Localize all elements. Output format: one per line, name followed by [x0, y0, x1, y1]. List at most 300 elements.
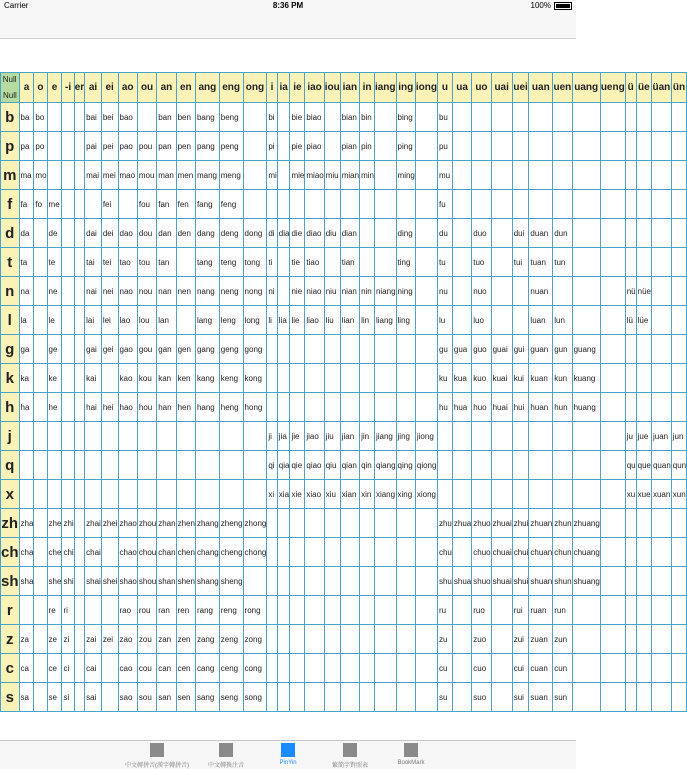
syllable-cell[interactable]: teng: [219, 248, 243, 277]
syllable-cell[interactable]: zong: [243, 625, 267, 654]
syllable-cell[interactable]: shua: [452, 567, 471, 596]
syllable-cell[interactable]: zhui: [512, 509, 529, 538]
syllable-cell[interactable]: di: [267, 219, 277, 248]
syllable-cell[interactable]: ren: [176, 596, 195, 625]
syllable-cell[interactable]: su: [437, 683, 452, 712]
syllable-cell[interactable]: sui: [512, 683, 529, 712]
syllable-cell[interactable]: ke: [47, 364, 62, 393]
syllable-cell[interactable]: chen: [176, 538, 195, 567]
syllable-cell[interactable]: zan: [157, 625, 176, 654]
syllable-cell[interactable]: lüe: [636, 306, 651, 335]
syllable-cell[interactable]: reng: [219, 596, 243, 625]
syllable-cell[interactable]: cou: [137, 654, 156, 683]
syllable-cell[interactable]: tie: [290, 248, 305, 277]
syllable-cell[interactable]: ce: [47, 654, 62, 683]
syllable-cell[interactable]: ci: [62, 654, 74, 683]
syllable-cell[interactable]: dei: [101, 219, 118, 248]
syllable-cell[interactable]: ding: [396, 219, 415, 248]
syllable-cell[interactable]: die: [290, 219, 305, 248]
syllable-cell[interactable]: chuan: [529, 538, 553, 567]
syllable-cell[interactable]: hua: [452, 393, 471, 422]
syllable-cell[interactable]: ben: [176, 103, 195, 132]
syllable-cell[interactable]: jiu: [324, 422, 340, 451]
syllable-cell[interactable]: nai: [85, 277, 102, 306]
syllable-cell[interactable]: ku: [437, 364, 452, 393]
syllable-cell[interactable]: qian: [340, 451, 359, 480]
syllable-cell[interactable]: tei: [101, 248, 118, 277]
syllable-cell[interactable]: ti: [267, 248, 277, 277]
syllable-cell[interactable]: diao: [305, 219, 324, 248]
syllable-cell[interactable]: dao: [118, 219, 137, 248]
syllable-cell[interactable]: nan: [157, 277, 176, 306]
syllable-cell[interactable]: xing: [396, 480, 415, 509]
syllable-cell[interactable]: miao: [305, 161, 324, 190]
syllable-cell[interactable]: za: [19, 625, 34, 654]
syllable-cell[interactable]: xun: [671, 480, 686, 509]
syllable-cell[interactable]: guang: [572, 335, 600, 364]
syllable-cell[interactable]: tuan: [529, 248, 553, 277]
syllable-cell[interactable]: zhua: [452, 509, 471, 538]
syllable-cell[interactable]: xie: [290, 480, 305, 509]
syllable-cell[interactable]: kong: [243, 364, 267, 393]
syllable-cell[interactable]: pei: [101, 132, 118, 161]
syllable-cell[interactable]: chai: [85, 538, 102, 567]
syllable-cell[interactable]: zhei: [101, 509, 118, 538]
syllable-cell[interactable]: seng: [219, 683, 243, 712]
syllable-cell[interactable]: se: [47, 683, 62, 712]
syllable-cell[interactable]: xia: [277, 480, 290, 509]
syllable-cell[interactable]: fei: [101, 190, 118, 219]
syllable-cell[interactable]: ming: [396, 161, 415, 190]
syllable-cell[interactable]: shao: [118, 567, 137, 596]
syllable-cell[interactable]: zen: [176, 625, 195, 654]
syllable-cell[interactable]: nei: [101, 277, 118, 306]
syllable-cell[interactable]: tai: [85, 248, 102, 277]
syllable-cell[interactable]: jiao: [305, 422, 324, 451]
syllable-cell[interactable]: ruan: [529, 596, 553, 625]
syllable-cell[interactable]: ban: [157, 103, 176, 132]
syllable-cell[interactable]: chao: [118, 538, 137, 567]
syllable-cell[interactable]: mie: [290, 161, 305, 190]
syllable-cell[interactable]: zuo: [472, 625, 491, 654]
syllable-cell[interactable]: keng: [219, 364, 243, 393]
syllable-cell[interactable]: ge: [47, 335, 62, 364]
syllable-cell[interactable]: peng: [219, 132, 243, 161]
syllable-cell[interactable]: hen: [176, 393, 195, 422]
syllable-cell[interactable]: hun: [553, 393, 572, 422]
syllable-cell[interactable]: zi: [62, 625, 74, 654]
syllable-cell[interactable]: jia: [277, 422, 290, 451]
syllable-cell[interactable]: gang: [195, 335, 219, 364]
syllable-cell[interactable]: ba: [19, 103, 34, 132]
syllable-cell[interactable]: zou: [137, 625, 156, 654]
syllable-cell[interactable]: bie: [290, 103, 305, 132]
syllable-cell[interactable]: hao: [118, 393, 137, 422]
syllable-cell[interactable]: zun: [553, 625, 572, 654]
syllable-cell[interactable]: rong: [243, 596, 267, 625]
syllable-cell[interactable]: zhe: [47, 509, 62, 538]
syllable-cell[interactable]: fen: [176, 190, 195, 219]
syllable-cell[interactable]: huo: [472, 393, 491, 422]
syllable-cell[interactable]: zhi: [62, 509, 74, 538]
syllable-cell[interactable]: kai: [85, 364, 102, 393]
syllable-cell[interactable]: tong: [243, 248, 267, 277]
syllable-cell[interactable]: xiao: [305, 480, 324, 509]
syllable-cell[interactable]: duan: [529, 219, 553, 248]
syllable-cell[interactable]: men: [176, 161, 195, 190]
syllable-cell[interactable]: ne: [47, 277, 62, 306]
syllable-cell[interactable]: lao: [118, 306, 137, 335]
syllable-cell[interactable]: shei: [101, 567, 118, 596]
syllable-cell[interactable]: kuai: [491, 364, 512, 393]
syllable-cell[interactable]: ri: [62, 596, 74, 625]
syllable-cell[interactable]: lang: [195, 306, 219, 335]
syllable-cell[interactable]: ze: [47, 625, 62, 654]
syllable-cell[interactable]: liang: [374, 306, 396, 335]
syllable-cell[interactable]: dian: [340, 219, 359, 248]
syllable-cell[interactable]: niang: [374, 277, 396, 306]
syllable-cell[interactable]: jian: [340, 422, 359, 451]
syllable-cell[interactable]: lei: [101, 306, 118, 335]
syllable-cell[interactable]: hou: [137, 393, 156, 422]
syllable-cell[interactable]: pi: [267, 132, 277, 161]
syllable-cell[interactable]: lou: [137, 306, 156, 335]
syllable-cell[interactable]: niao: [305, 277, 324, 306]
syllable-cell[interactable]: qiong: [415, 451, 437, 480]
syllable-cell[interactable]: mao: [118, 161, 137, 190]
syllable-cell[interactable]: beng: [219, 103, 243, 132]
syllable-cell[interactable]: sha: [19, 567, 34, 596]
syllable-cell[interactable]: gan: [157, 335, 176, 364]
syllable-cell[interactable]: pie: [290, 132, 305, 161]
syllable-cell[interactable]: shi: [62, 567, 74, 596]
syllable-cell[interactable]: chou: [137, 538, 156, 567]
syllable-cell[interactable]: qiao: [305, 451, 324, 480]
syllable-cell[interactable]: ni: [267, 277, 277, 306]
syllable-cell[interactable]: tiao: [305, 248, 324, 277]
syllable-cell[interactable]: mai: [85, 161, 102, 190]
syllable-cell[interactable]: gui: [512, 335, 529, 364]
syllable-cell[interactable]: lun: [553, 306, 572, 335]
syllable-cell[interactable]: zeng: [219, 625, 243, 654]
syllable-cell[interactable]: cun: [553, 654, 572, 683]
syllable-cell[interactable]: qiang: [374, 451, 396, 480]
syllable-cell[interactable]: la: [19, 306, 34, 335]
syllable-cell[interactable]: tan: [157, 248, 176, 277]
syllable-cell[interactable]: cong: [243, 654, 267, 683]
syllable-cell[interactable]: lan: [157, 306, 176, 335]
syllable-cell[interactable]: qia: [277, 451, 290, 480]
syllable-cell[interactable]: tun: [553, 248, 572, 277]
syllable-cell[interactable]: qin: [360, 451, 375, 480]
syllable-cell[interactable]: gu: [437, 335, 452, 364]
syllable-cell[interactable]: jun: [671, 422, 686, 451]
syllable-cell[interactable]: zang: [195, 625, 219, 654]
syllable-cell[interactable]: nuo: [472, 277, 491, 306]
syllable-cell[interactable]: pian: [340, 132, 359, 161]
syllable-cell[interactable]: lai: [85, 306, 102, 335]
syllable-cell[interactable]: kou: [137, 364, 156, 393]
syllable-cell[interactable]: ju: [625, 422, 636, 451]
syllable-cell[interactable]: zai: [85, 625, 102, 654]
tab-chinese-to-zhuyin[interactable]: [191, 741, 261, 769]
syllable-cell[interactable]: hang: [195, 393, 219, 422]
syllable-cell[interactable]: tui: [512, 248, 529, 277]
syllable-cell[interactable]: kun: [553, 364, 572, 393]
syllable-cell[interactable]: shuan: [529, 567, 553, 596]
syllable-cell[interactable]: gen: [176, 335, 195, 364]
syllable-cell[interactable]: zu: [437, 625, 452, 654]
syllable-cell[interactable]: suan: [529, 683, 553, 712]
syllable-cell[interactable]: nuan: [529, 277, 553, 306]
syllable-cell[interactable]: san: [157, 683, 176, 712]
syllable-cell[interactable]: gong: [243, 335, 267, 364]
syllable-cell[interactable]: ji: [267, 422, 277, 451]
pinyin-table-scroll[interactable]: [0, 72, 687, 712]
syllable-cell[interactable]: chu: [437, 538, 452, 567]
syllable-cell[interactable]: guai: [491, 335, 512, 364]
syllable-cell[interactable]: le: [47, 306, 62, 335]
syllable-cell[interactable]: biao: [305, 103, 324, 132]
syllable-cell[interactable]: mi: [267, 161, 277, 190]
syllable-cell[interactable]: zui: [512, 625, 529, 654]
syllable-cell[interactable]: chuang: [572, 538, 600, 567]
syllable-cell[interactable]: sheng: [219, 567, 243, 596]
syllable-cell[interactable]: rui: [512, 596, 529, 625]
syllable-cell[interactable]: run: [553, 596, 572, 625]
syllable-cell[interactable]: tuo: [472, 248, 491, 277]
syllable-cell[interactable]: tian: [340, 248, 359, 277]
syllable-cell[interactable]: si: [62, 683, 74, 712]
syllable-cell[interactable]: diu: [324, 219, 340, 248]
syllable-cell[interactable]: shuo: [472, 567, 491, 596]
syllable-cell[interactable]: hong: [243, 393, 267, 422]
syllable-cell[interactable]: bao: [118, 103, 137, 132]
syllable-cell[interactable]: neng: [219, 277, 243, 306]
syllable-cell[interactable]: hei: [101, 393, 118, 422]
syllable-cell[interactable]: sang: [195, 683, 219, 712]
syllable-cell[interactable]: lin: [360, 306, 375, 335]
syllable-cell[interactable]: fan: [157, 190, 176, 219]
syllable-cell[interactable]: jing: [396, 422, 415, 451]
syllable-cell[interactable]: zhan: [157, 509, 176, 538]
syllable-cell[interactable]: jin: [360, 422, 375, 451]
syllable-cell[interactable]: pu: [437, 132, 452, 161]
syllable-cell[interactable]: shen: [176, 567, 195, 596]
syllable-cell[interactable]: zhu: [437, 509, 452, 538]
syllable-cell[interactable]: bin: [360, 103, 375, 132]
syllable-cell[interactable]: che: [47, 538, 62, 567]
syllable-cell[interactable]: nu: [437, 277, 452, 306]
syllable-cell[interactable]: nin: [360, 277, 375, 306]
syllable-cell[interactable]: zhen: [176, 509, 195, 538]
syllable-cell[interactable]: liu: [324, 306, 340, 335]
syllable-cell[interactable]: rang: [195, 596, 219, 625]
syllable-cell[interactable]: mang: [195, 161, 219, 190]
syllable-cell[interactable]: ting: [396, 248, 415, 277]
syllable-cell[interactable]: te: [47, 248, 62, 277]
syllable-cell[interactable]: she: [47, 567, 62, 596]
syllable-cell[interactable]: bing: [396, 103, 415, 132]
syllable-cell[interactable]: chang: [195, 538, 219, 567]
tab-pinyin[interactable]: [253, 741, 323, 769]
syllable-cell[interactable]: mei: [101, 161, 118, 190]
syllable-cell[interactable]: quan: [651, 451, 671, 480]
syllable-cell[interactable]: kao: [118, 364, 137, 393]
syllable-cell[interactable]: dui: [512, 219, 529, 248]
syllable-cell[interactable]: xian: [340, 480, 359, 509]
syllable-cell[interactable]: bai: [85, 103, 102, 132]
syllable-cell[interactable]: shang: [195, 567, 219, 596]
syllable-cell[interactable]: nong: [243, 277, 267, 306]
syllable-cell[interactable]: jiang: [374, 422, 396, 451]
syllable-cell[interactable]: ta: [19, 248, 34, 277]
syllable-cell[interactable]: piao: [305, 132, 324, 161]
syllable-cell[interactable]: tou: [137, 248, 156, 277]
syllable-cell[interactable]: cu: [437, 654, 452, 683]
syllable-cell[interactable]: shui: [512, 567, 529, 596]
syllable-cell[interactable]: nü: [625, 277, 636, 306]
syllable-cell[interactable]: duo: [472, 219, 491, 248]
syllable-cell[interactable]: zhang: [195, 509, 219, 538]
syllable-cell[interactable]: feng: [219, 190, 243, 219]
syllable-cell[interactable]: cui: [512, 654, 529, 683]
syllable-cell[interactable]: bei: [101, 103, 118, 132]
syllable-cell[interactable]: cang: [195, 654, 219, 683]
syllable-cell[interactable]: min: [360, 161, 375, 190]
syllable-cell[interactable]: li: [267, 306, 277, 335]
syllable-cell[interactable]: miu: [324, 161, 340, 190]
syllable-cell[interactable]: zheng: [219, 509, 243, 538]
syllable-cell[interactable]: zhuai: [491, 509, 512, 538]
syllable-cell[interactable]: bang: [195, 103, 219, 132]
syllable-cell[interactable]: mian: [340, 161, 359, 190]
syllable-cell[interactable]: xiong: [415, 480, 437, 509]
syllable-cell[interactable]: mou: [137, 161, 156, 190]
syllable-cell[interactable]: nou: [137, 277, 156, 306]
syllable-cell[interactable]: ran: [157, 596, 176, 625]
syllable-cell[interactable]: song: [243, 683, 267, 712]
syllable-cell[interactable]: du: [437, 219, 452, 248]
syllable-cell[interactable]: deng: [219, 219, 243, 248]
syllable-cell[interactable]: huai: [491, 393, 512, 422]
syllable-cell[interactable]: hui: [512, 393, 529, 422]
syllable-cell[interactable]: ga: [19, 335, 34, 364]
syllable-cell[interactable]: kuan: [529, 364, 553, 393]
syllable-cell[interactable]: tang: [195, 248, 219, 277]
syllable-cell[interactable]: ca: [19, 654, 34, 683]
syllable-cell[interactable]: den: [176, 219, 195, 248]
syllable-cell[interactable]: jue: [636, 422, 651, 451]
syllable-cell[interactable]: han: [157, 393, 176, 422]
syllable-cell[interactable]: tao: [118, 248, 137, 277]
syllable-cell[interactable]: da: [19, 219, 34, 248]
syllable-cell[interactable]: sao: [118, 683, 137, 712]
syllable-cell[interactable]: zhuo: [472, 509, 491, 538]
syllable-cell[interactable]: cao: [118, 654, 137, 683]
syllable-cell[interactable]: dang: [195, 219, 219, 248]
syllable-cell[interactable]: lian: [340, 306, 359, 335]
syllable-cell[interactable]: nao: [118, 277, 137, 306]
syllable-cell[interactable]: cen: [176, 654, 195, 683]
syllable-cell[interactable]: fa: [19, 190, 34, 219]
syllable-cell[interactable]: sun: [553, 683, 572, 712]
syllable-cell[interactable]: sen: [176, 683, 195, 712]
syllable-cell[interactable]: shai: [85, 567, 102, 596]
syllable-cell[interactable]: dai: [85, 219, 102, 248]
syllable-cell[interactable]: re: [47, 596, 62, 625]
syllable-cell[interactable]: kua: [452, 364, 471, 393]
syllable-cell[interactable]: zha: [19, 509, 34, 538]
syllable-cell[interactable]: lie: [290, 306, 305, 335]
syllable-cell[interactable]: pan: [157, 132, 176, 161]
syllable-cell[interactable]: ping: [396, 132, 415, 161]
syllable-cell[interactable]: hu: [437, 393, 452, 422]
syllable-cell[interactable]: que: [636, 451, 651, 480]
syllable-cell[interactable]: suo: [472, 683, 491, 712]
syllable-cell[interactable]: nian: [340, 277, 359, 306]
syllable-cell[interactable]: liao: [305, 306, 324, 335]
syllable-cell[interactable]: xu: [625, 480, 636, 509]
syllable-cell[interactable]: gun: [553, 335, 572, 364]
syllable-cell[interactable]: huan: [529, 393, 553, 422]
syllable-cell[interactable]: zuan: [529, 625, 553, 654]
syllable-cell[interactable]: zhao: [118, 509, 137, 538]
syllable-cell[interactable]: mo: [34, 161, 47, 190]
syllable-cell[interactable]: xiang: [374, 480, 396, 509]
syllable-cell[interactable]: luan: [529, 306, 553, 335]
syllable-cell[interactable]: dou: [137, 219, 156, 248]
syllable-cell[interactable]: zhun: [553, 509, 572, 538]
syllable-cell[interactable]: bo: [34, 103, 47, 132]
syllable-cell[interactable]: shou: [137, 567, 156, 596]
syllable-cell[interactable]: sou: [137, 683, 156, 712]
tab-bookmark[interactable]: [376, 741, 446, 769]
syllable-cell[interactable]: ma: [19, 161, 34, 190]
syllable-cell[interactable]: zei: [101, 625, 118, 654]
syllable-cell[interactable]: xuan: [651, 480, 671, 509]
syllable-cell[interactable]: ken: [176, 364, 195, 393]
syllable-cell[interactable]: luo: [472, 306, 491, 335]
syllable-cell[interactable]: qu: [625, 451, 636, 480]
syllable-cell[interactable]: cha: [19, 538, 34, 567]
syllable-cell[interactable]: pou: [137, 132, 156, 161]
syllable-cell[interactable]: kuo: [472, 364, 491, 393]
tab-chinese-to-pinyin[interactable]: [122, 741, 192, 769]
syllable-cell[interactable]: bi: [267, 103, 277, 132]
syllable-cell[interactable]: shuai: [491, 567, 512, 596]
syllable-cell[interactable]: ha: [19, 393, 34, 422]
syllable-cell[interactable]: gao: [118, 335, 137, 364]
syllable-cell[interactable]: zhai: [85, 509, 102, 538]
syllable-cell[interactable]: cuo: [472, 654, 491, 683]
syllable-cell[interactable]: niu: [324, 277, 340, 306]
syllable-cell[interactable]: shu: [437, 567, 452, 596]
syllable-cell[interactable]: ruo: [472, 596, 491, 625]
syllable-cell[interactable]: guo: [472, 335, 491, 364]
syllable-cell[interactable]: pao: [118, 132, 137, 161]
syllable-cell[interactable]: qun: [671, 451, 686, 480]
syllable-cell[interactable]: nie: [290, 277, 305, 306]
syllable-cell[interactable]: pa: [19, 132, 34, 161]
syllable-cell[interactable]: gai: [85, 335, 102, 364]
syllable-cell[interactable]: fu: [437, 190, 452, 219]
syllable-cell[interactable]: zao: [118, 625, 137, 654]
syllable-cell[interactable]: nen: [176, 277, 195, 306]
syllable-cell[interactable]: xi: [267, 480, 277, 509]
syllable-cell[interactable]: chi: [62, 538, 74, 567]
syllable-cell[interactable]: ru: [437, 596, 452, 625]
